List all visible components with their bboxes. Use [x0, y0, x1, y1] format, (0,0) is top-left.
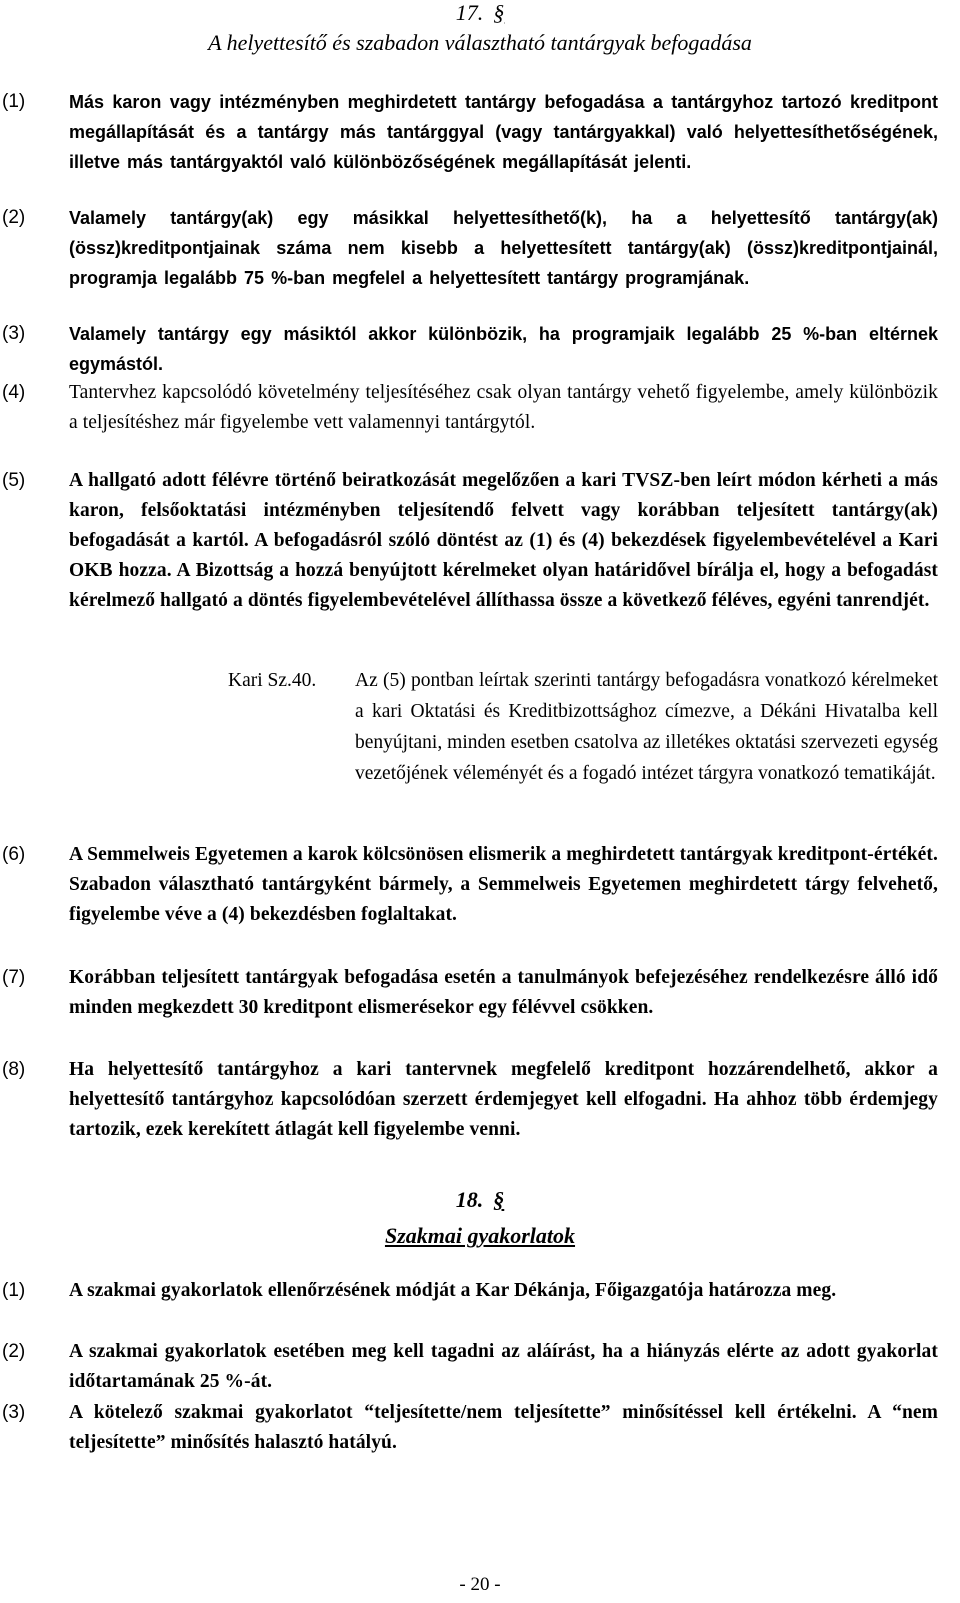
section-18-heading: [0, 1187, 960, 1250]
item-text: A szakmai gyakorlatok ellenőrzésének módját a Kar Dékánja, Főigazgatója határozza meg.: [69, 1280, 837, 1301]
section-17-title: A helyettesítő és szabadon választható tantárgyak befogadása: [208, 30, 752, 55]
kari-note-ref: Kari Sz.40.: [228, 670, 317, 691]
item-number: (2): [2, 1341, 26, 1362]
section-17-number-text: 17.: [455, 0, 484, 25]
item-text: Valamely tantárgy egy másiktól akkor különbözik, ha programjaik legalább 25 %-ban eltérnek egymástól.: [69, 324, 938, 374]
item-number: (7): [2, 967, 26, 988]
item-number: (3): [2, 323, 26, 344]
section-17-number: [0, 0, 960, 26]
item-number: (6): [2, 844, 26, 865]
item-text: Ha helyettesítő tantárgyhoz a kari tantervnek megfelelő kreditpont hozzárendelhető, akkor a helyettesítő tantárgyhoz kapcsolódóan szerzett érdemjegyet kell elfogadni. Ha ahhoz több érdemjegy tartozik, ezek kerekített átlagát kell figyelembe venni.: [69, 1059, 938, 1140]
item-number: (2): [2, 207, 26, 228]
item-text: A Semmelweis Egyetemen a karok kölcsönösen elismerik a meghirdetett tantárgyak kreditpont-értékét. Szabadon választható tantárgyként bármely, a Semmelweis Egyetemen meghirdetett tárgy felvehető, figyelembe véve a (4) bekezdésben foglaltakat.: [69, 844, 938, 925]
kari-note-text: Az (5) pontban leírtak szerinti tantárgy befogadásra vonatkozó kérelmeket a kari Oktatási és Kreditbizottsághoz címezve, a Dékáni Hivatalba kell benyújtani, minden esetben csatolva az illetékes oktatási szervezeti egység vezetőjének véleményét és a fogadó intézet tárgyra vonatkozó tematikáját.: [355, 670, 938, 784]
item-text: Korábban teljesített tantárgyak befogadása esetén a tanulmányok befejezéséhez rendelkezésre álló idő minden megkezdett 30 kreditpont elismerésekor egy félévvel csökken.: [69, 967, 938, 1018]
item-number: (1): [2, 91, 26, 112]
item-number: (8): [2, 1059, 26, 1080]
section-18-number: [0, 1187, 960, 1213]
section-18-title: Szakmai gyakorlatok: [384, 1223, 576, 1248]
section-sign: §: [493, 1187, 505, 1212]
item-number: (4): [2, 382, 26, 403]
section-17-heading: [0, 0, 960, 57]
section-18-number-text: 18.: [455, 1187, 484, 1212]
item-number: (5): [2, 470, 26, 491]
item-text: Tantervhez kapcsolódó követelmény teljesítéséhez csak olyan tantárgy vehető figyelembe, amely különbözik a teljesítéshez már figyelembe vett valamennyi tantárgytól.: [69, 382, 938, 433]
item-text: A hallgató adott félévre történő beiratkozását megelőzően a kari TVSZ-ben leírt módon kérheti a más karon, felsőoktatási intézményben teljesítendő felvett vagy korábban teljesített tantárgy(ak) befogadását a kartól. A befogadásról szóló döntést az (1) és (4) bekezdések figyelembevételével a Kari OKB hozza. A Bizottság a hozzá benyújtott kérelmeket olyan határidővel bírálja el, hogy a befogadást kérelmező hallgató a döntés figyelembevételével állíthassa össze a következő féléves, egyéni tanrendjét.: [69, 470, 938, 611]
section-sign: §: [493, 0, 505, 25]
item-number: (1): [2, 1280, 26, 1301]
item-text: Valamely tantárgy(ak) egy másikkal helyettesíthető(k), ha a helyettesítő tantárgy(ak) (össz)kreditpontjainak száma nem kisebb a helyettesített tantárgy(ak) (össz)kreditpontjainál, programja legalább 75 %-ban megfelel a helyettesített tantárgy programjának.: [69, 208, 938, 288]
item-text: A kötelező szakmai gyakorlatot “teljesítette/nem teljesítette” minősítéssel kell értékelni. A “nem teljesítette” minősítés halasztó hatályú.: [69, 1402, 938, 1453]
page-number: - 20 -: [459, 1574, 501, 1595]
item-text: Más karon vagy intézményben meghirdetett tantárgy befogadása a tantárgyhoz tartozó kreditpont megállapítását és a tantárgy más tantárggyal (vagy tantárgyakkal) való helyettesíthetőségének, illetve más tantárgyaktól való különbözőségének megállapítását jelenti.: [69, 92, 938, 172]
item-number: (3): [2, 1402, 26, 1423]
item-text: A szakmai gyakorlatok esetében meg kell tagadni az aláírást, ha a hiányzás elérte az adott gyakorlat időtartamának 25 %-át.: [69, 1341, 938, 1392]
